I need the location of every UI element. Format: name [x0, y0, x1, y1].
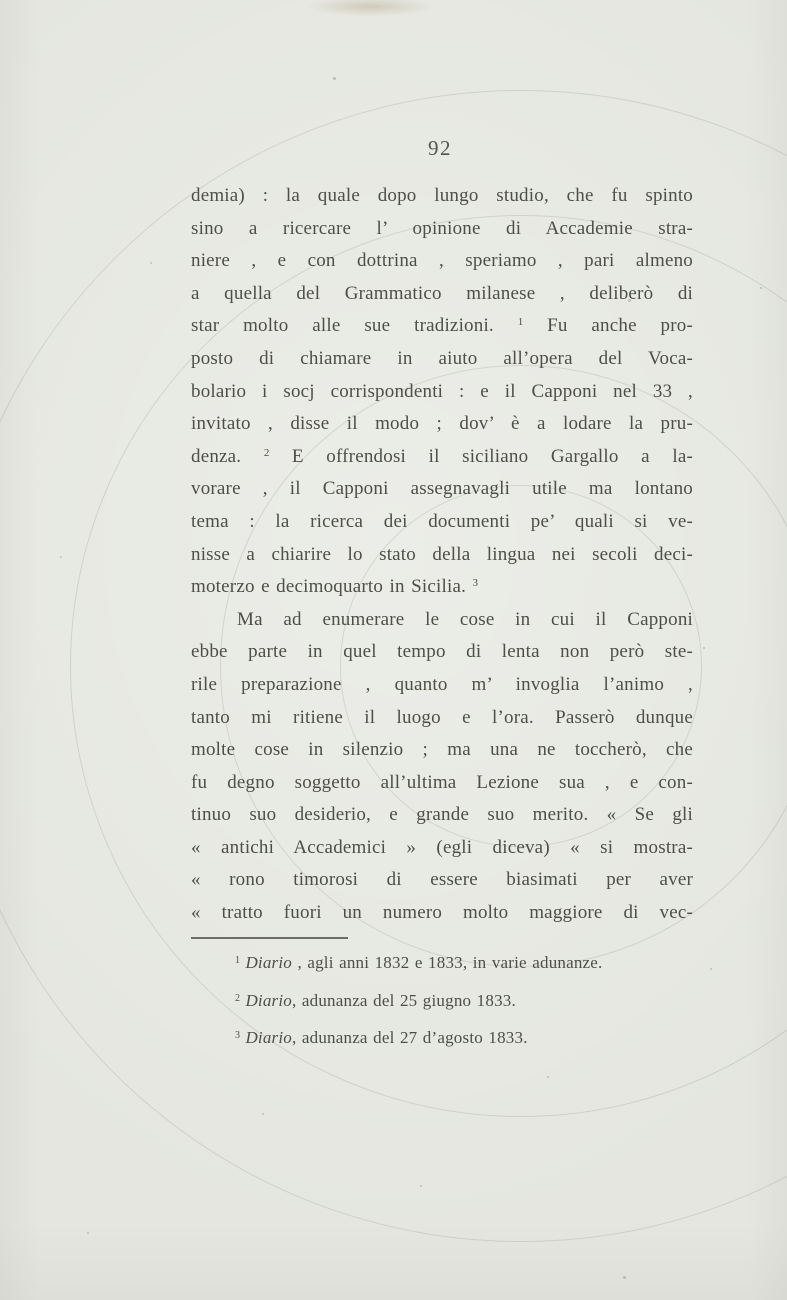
body-text — [191, 180, 693, 930]
text-line — [191, 278, 693, 311]
paper-speck — [87, 1232, 89, 1234]
text-line — [191, 767, 693, 800]
text-line — [191, 832, 693, 865]
text-segment: fu degno soggetto all’ultima Lezione sua , e con- — [191, 771, 693, 793]
text-segment: tanto mi ritiene il luogo e l’ora. Passerò dunque — [191, 706, 693, 728]
paper-speck — [150, 262, 152, 264]
text-segment: Fu anche pro- — [523, 315, 693, 337]
text-segment: a quella del Grammatico milanese , deliberò di — [191, 282, 693, 304]
text-line — [191, 213, 693, 246]
text-segment: star molto alle sue tradizioni. — [191, 315, 518, 337]
superscript-marker: 3 — [472, 577, 478, 590]
text-segment: , agli anni 1832 e 1833, in varie adunanze. — [292, 953, 603, 972]
text-segment: sino a ricercare l’ opinione di Accademie stra- — [191, 217, 693, 239]
paper-speck — [703, 647, 705, 649]
text-segment: , adunanza del 27 d’agosto 1833. — [292, 1028, 528, 1048]
text-line — [191, 636, 693, 669]
text-line — [191, 506, 693, 539]
paper-speck — [547, 1076, 549, 1078]
text-line — [191, 408, 693, 441]
text-segment: denza. — [191, 445, 264, 467]
text-segment: E offrendosi il siciliano Gargallo a la- — [269, 445, 693, 467]
footnote — [191, 944, 711, 982]
text-line — [191, 571, 693, 604]
text-segment: , adunanza del 25 giugno 1833. — [292, 990, 516, 1010]
text-line — [191, 702, 693, 735]
text-segment: « antichi Accademici » (egli diceva) « si mostra- — [191, 836, 693, 858]
text-segment: rile preparazione , quanto m’ invoglia l’animo , — [191, 673, 693, 695]
text-segment: Diario — [245, 953, 292, 972]
text-segment: Diario — [245, 1028, 292, 1048]
text-segment: tema : la ricerca dei documenti pe’ quali si ve- — [191, 510, 693, 532]
text-line — [191, 376, 693, 409]
text-segment: Diario — [245, 990, 292, 1010]
text-line — [191, 343, 693, 376]
footnote — [191, 1019, 711, 1057]
superscript-marker: 1 — [517, 316, 524, 329]
text-line — [191, 310, 693, 343]
text-segment: posto di chiamare in aiuto all’opera del Voca- — [191, 347, 693, 369]
text-segment: « rono timorosi di essere biasimati per aver — [191, 869, 693, 891]
text-segment: tinuo suo desiderio, e grande suo merito. « Se gli — [191, 804, 693, 826]
paper-speck — [420, 1185, 422, 1187]
footnote — [191, 982, 711, 1020]
text-line — [191, 897, 693, 930]
text-segment: moterzo e decimoquarto in Sicilia. — [191, 576, 473, 598]
page-number: 92 — [428, 136, 452, 160]
footnote-rule — [191, 937, 348, 939]
text-segment: invitato , disse il modo ; dov’ è a lodare la pru- — [191, 413, 693, 435]
text-line — [191, 180, 693, 213]
footnote-marker: 3 — [235, 1030, 240, 1042]
text-line — [191, 734, 693, 767]
text-segment: vorare , il Capponi assegnavagli utile ma lontano — [191, 478, 693, 500]
text-line — [191, 669, 693, 702]
text-line — [191, 441, 693, 474]
paper-speck — [262, 1113, 264, 1115]
paper-speck — [760, 287, 762, 289]
paper-speck — [333, 77, 336, 80]
text-segment: bolario i socj corrispondenti : e il Capponi nel 33 , — [191, 380, 693, 402]
text-line — [191, 539, 693, 572]
text-line — [191, 604, 693, 637]
text-line — [191, 799, 693, 832]
paper-speck — [60, 556, 62, 558]
text-line — [191, 245, 693, 278]
text-segment: demia) : la quale dopo lungo studio, che fu spinto — [191, 185, 693, 206]
text-segment: Ma ad enumerare le cose in cui il Capponi — [237, 608, 693, 630]
text-line — [191, 864, 693, 897]
superscript-marker: 2 — [263, 446, 270, 459]
text-segment: « tratto fuori un numero molto maggiore di vec- — [191, 902, 693, 924]
text-line — [191, 473, 693, 506]
footnotes — [191, 944, 711, 1057]
footnote-marker: 2 — [235, 992, 240, 1004]
text-segment: molte cose in silenzio ; ma una ne toccherò, che — [191, 739, 693, 761]
footnote-marker: 1 — [235, 955, 240, 966]
text-segment: nisse a chiarire lo stato della lingua nei secoli deci- — [191, 543, 693, 565]
text-segment: niere , e con dottrina , speriamo , pari almeno — [191, 250, 693, 272]
paper-speck — [623, 1276, 626, 1279]
text-segment: ebbe parte in quel tempo di lenta non però ste- — [191, 641, 693, 663]
